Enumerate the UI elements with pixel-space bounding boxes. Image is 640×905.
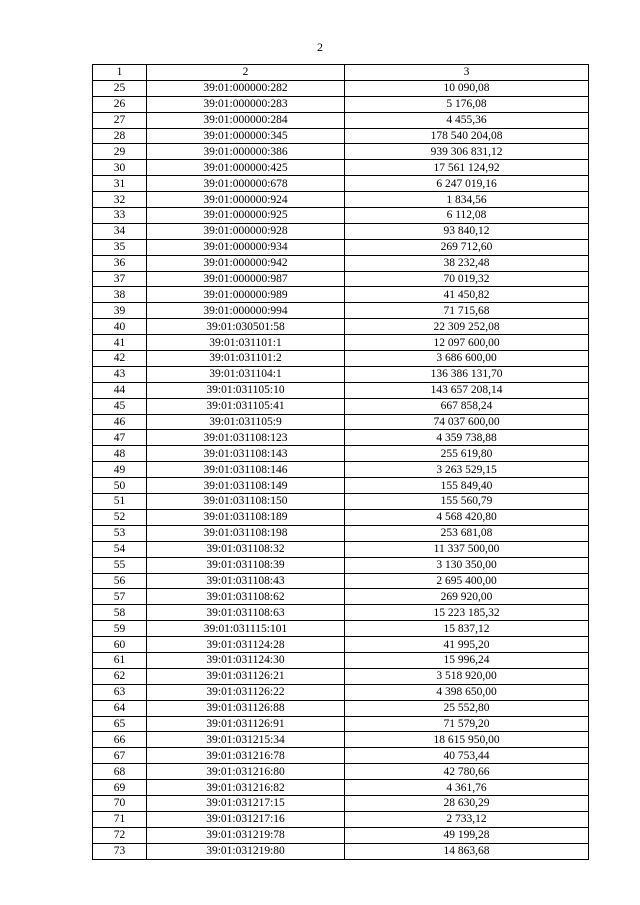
row-number-cell: 39 bbox=[93, 303, 147, 319]
value-cell: 28 630,29 bbox=[345, 795, 589, 811]
value-cell: 11 337 500,00 bbox=[345, 541, 589, 557]
cadastral-id-cell: 39:01:000000:924 bbox=[147, 192, 345, 208]
table-row bbox=[93, 176, 589, 192]
table-row bbox=[93, 509, 589, 525]
cadastral-id-cell: 39:01:000000:284 bbox=[147, 112, 345, 128]
cadastral-id-cell: 39:01:031108:123 bbox=[147, 430, 345, 446]
value-cell: 255 619,80 bbox=[345, 446, 589, 462]
row-number-cell: 33 bbox=[93, 208, 147, 224]
table-row bbox=[93, 637, 589, 653]
value-cell: 269 920,00 bbox=[345, 589, 589, 605]
row-number-cell: 56 bbox=[93, 573, 147, 589]
value-cell: 25 552,80 bbox=[345, 700, 589, 716]
row-number-cell: 57 bbox=[93, 589, 147, 605]
row-number-cell: 63 bbox=[93, 684, 147, 700]
table-row bbox=[93, 478, 589, 494]
value-cell: 15 837,12 bbox=[345, 621, 589, 637]
row-number-cell: 61 bbox=[93, 652, 147, 668]
table-row bbox=[93, 780, 589, 796]
cadastral-id-cell: 39:01:031115:101 bbox=[147, 621, 345, 637]
cadastral-id-cell: 39:01:031216:82 bbox=[147, 780, 345, 796]
row-number-cell: 49 bbox=[93, 462, 147, 478]
value-cell: 17 561 124,92 bbox=[345, 160, 589, 176]
table-row bbox=[93, 366, 589, 382]
value-cell: 3 518 920,00 bbox=[345, 668, 589, 684]
row-number-cell: 54 bbox=[93, 541, 147, 557]
row-number-cell: 43 bbox=[93, 366, 147, 382]
cadastral-id-cell: 39:01:031108:198 bbox=[147, 525, 345, 541]
cadastral-id-cell: 39:01:031108:189 bbox=[147, 509, 345, 525]
value-cell: 1 834,56 bbox=[345, 192, 589, 208]
cadastral-id-cell: 39:01:031219:80 bbox=[147, 843, 345, 859]
column-header-value: 3 bbox=[345, 65, 589, 81]
row-number-cell: 62 bbox=[93, 668, 147, 684]
value-cell: 155 849,40 bbox=[345, 478, 589, 494]
value-cell: 6 247 019,16 bbox=[345, 176, 589, 192]
table-row bbox=[93, 811, 589, 827]
value-cell: 42 780,66 bbox=[345, 764, 589, 780]
row-number-cell: 32 bbox=[93, 192, 147, 208]
value-cell: 93 840,12 bbox=[345, 223, 589, 239]
table-row bbox=[93, 160, 589, 176]
cadastral-id-cell: 39:01:031108:32 bbox=[147, 541, 345, 557]
value-cell: 3 263 529,15 bbox=[345, 462, 589, 478]
row-number-cell: 67 bbox=[93, 748, 147, 764]
value-cell: 5 176,08 bbox=[345, 96, 589, 112]
value-cell: 12 097 600,00 bbox=[345, 335, 589, 351]
value-cell: 2 733,12 bbox=[345, 811, 589, 827]
row-number-cell: 72 bbox=[93, 827, 147, 843]
value-cell: 143 657 208,14 bbox=[345, 382, 589, 398]
row-number-cell: 66 bbox=[93, 732, 147, 748]
cadastral-id-cell: 39:01:030501:58 bbox=[147, 319, 345, 335]
cadastral-id-cell: 39:01:031108:63 bbox=[147, 605, 345, 621]
cadastral-id-cell: 39:01:000000:425 bbox=[147, 160, 345, 176]
table-row bbox=[93, 382, 589, 398]
cadastral-id-cell: 39:01:031105:10 bbox=[147, 382, 345, 398]
cadastral-id-cell: 39:01:031217:15 bbox=[147, 795, 345, 811]
row-number-cell: 46 bbox=[93, 414, 147, 430]
cadastral-id-cell: 39:01:031124:28 bbox=[147, 637, 345, 653]
table-row bbox=[93, 668, 589, 684]
row-number-cell: 64 bbox=[93, 700, 147, 716]
cadastral-id-cell: 39:01:031104:1 bbox=[147, 366, 345, 382]
table-row bbox=[93, 96, 589, 112]
cadastral-id-cell: 39:01:000000:345 bbox=[147, 128, 345, 144]
table-row bbox=[93, 208, 589, 224]
row-number-cell: 70 bbox=[93, 795, 147, 811]
cadastral-table bbox=[92, 64, 589, 860]
cadastral-id-cell: 39:01:031126:22 bbox=[147, 684, 345, 700]
value-cell: 667 858,24 bbox=[345, 398, 589, 414]
row-number-cell: 48 bbox=[93, 446, 147, 462]
cadastral-id-cell: 39:01:031108:146 bbox=[147, 462, 345, 478]
cadastral-id-cell: 39:01:031126:88 bbox=[147, 700, 345, 716]
table-row bbox=[93, 557, 589, 573]
table-body bbox=[93, 80, 589, 859]
column-header-cadastral-id: 2 bbox=[147, 65, 345, 81]
cadastral-id-cell: 39:01:031105:9 bbox=[147, 414, 345, 430]
cadastral-id-cell: 39:01:031216:78 bbox=[147, 748, 345, 764]
value-cell: 2 695 400,00 bbox=[345, 573, 589, 589]
table-row bbox=[93, 795, 589, 811]
value-cell: 41 450,82 bbox=[345, 287, 589, 303]
table-row bbox=[93, 446, 589, 462]
table-header-row bbox=[93, 65, 589, 81]
value-cell: 18 615 950,00 bbox=[345, 732, 589, 748]
cadastral-id-cell: 39:01:000000:994 bbox=[147, 303, 345, 319]
table-row bbox=[93, 80, 589, 96]
column-header-number: 1 bbox=[93, 65, 147, 81]
row-number-cell: 26 bbox=[93, 96, 147, 112]
row-number-cell: 50 bbox=[93, 478, 147, 494]
row-number-cell: 71 bbox=[93, 811, 147, 827]
row-number-cell: 25 bbox=[93, 80, 147, 96]
value-cell: 15 996,24 bbox=[345, 652, 589, 668]
cadastral-id-cell: 39:01:000000:989 bbox=[147, 287, 345, 303]
row-number-cell: 29 bbox=[93, 144, 147, 160]
cadastral-id-cell: 39:01:031219:78 bbox=[147, 827, 345, 843]
value-cell: 40 753,44 bbox=[345, 748, 589, 764]
value-cell: 4 455,36 bbox=[345, 112, 589, 128]
cadastral-id-cell: 39:01:031216:80 bbox=[147, 764, 345, 780]
table-row bbox=[93, 414, 589, 430]
value-cell: 4 568 420,80 bbox=[345, 509, 589, 525]
row-number-cell: 30 bbox=[93, 160, 147, 176]
table-row bbox=[93, 144, 589, 160]
table-row bbox=[93, 589, 589, 605]
cadastral-id-cell: 39:01:031126:21 bbox=[147, 668, 345, 684]
table-row bbox=[93, 494, 589, 510]
row-number-cell: 68 bbox=[93, 764, 147, 780]
value-cell: 4 398 650,00 bbox=[345, 684, 589, 700]
row-number-cell: 52 bbox=[93, 509, 147, 525]
row-number-cell: 28 bbox=[93, 128, 147, 144]
value-cell: 178 540 204,08 bbox=[345, 128, 589, 144]
cadastral-id-cell: 39:01:000000:283 bbox=[147, 96, 345, 112]
table-row bbox=[93, 621, 589, 637]
value-cell: 38 232,48 bbox=[345, 255, 589, 271]
table-row bbox=[93, 398, 589, 414]
value-cell: 269 712,60 bbox=[345, 239, 589, 255]
cadastral-id-cell: 39:01:031126:91 bbox=[147, 716, 345, 732]
value-cell: 4 359 738,88 bbox=[345, 430, 589, 446]
cadastral-id-cell: 39:01:031108:43 bbox=[147, 573, 345, 589]
cadastral-id-cell: 39:01:000000:934 bbox=[147, 239, 345, 255]
table-row bbox=[93, 192, 589, 208]
cadastral-id-cell: 39:01:031215:34 bbox=[147, 732, 345, 748]
table-row bbox=[93, 827, 589, 843]
row-number-cell: 44 bbox=[93, 382, 147, 398]
row-number-cell: 73 bbox=[93, 843, 147, 859]
row-number-cell: 35 bbox=[93, 239, 147, 255]
row-number-cell: 31 bbox=[93, 176, 147, 192]
cadastral-id-cell: 39:01:000000:386 bbox=[147, 144, 345, 160]
page-number: 2 bbox=[317, 40, 323, 54]
table-row bbox=[93, 748, 589, 764]
value-cell: 14 863,68 bbox=[345, 843, 589, 859]
value-cell: 3 130 350,00 bbox=[345, 557, 589, 573]
value-cell: 71 579,20 bbox=[345, 716, 589, 732]
table-row bbox=[93, 430, 589, 446]
table-row bbox=[93, 128, 589, 144]
value-cell: 10 090,08 bbox=[345, 80, 589, 96]
row-number-cell: 37 bbox=[93, 271, 147, 287]
row-number-cell: 34 bbox=[93, 223, 147, 239]
value-cell: 939 306 831,12 bbox=[345, 144, 589, 160]
row-number-cell: 40 bbox=[93, 319, 147, 335]
table-row bbox=[93, 239, 589, 255]
table-row bbox=[93, 112, 589, 128]
cadastral-id-cell: 39:01:000000:678 bbox=[147, 176, 345, 192]
cadastral-id-cell: 39:01:031108:149 bbox=[147, 478, 345, 494]
table-row bbox=[93, 335, 589, 351]
cadastral-id-cell: 39:01:031101:1 bbox=[147, 335, 345, 351]
table-row bbox=[93, 255, 589, 271]
table-row bbox=[93, 319, 589, 335]
table-row bbox=[93, 700, 589, 716]
value-cell: 6 112,08 bbox=[345, 208, 589, 224]
table-row bbox=[93, 573, 589, 589]
cadastral-id-cell: 39:01:031108:62 bbox=[147, 589, 345, 605]
cadastral-id-cell: 39:01:031105:41 bbox=[147, 398, 345, 414]
cadastral-id-cell: 39:01:031108:150 bbox=[147, 494, 345, 510]
cadastral-id-cell: 39:01:031101:2 bbox=[147, 351, 345, 367]
table-row bbox=[93, 732, 589, 748]
cadastral-id-cell: 39:01:031217:16 bbox=[147, 811, 345, 827]
value-cell: 136 386 131,70 bbox=[345, 366, 589, 382]
cadastral-id-cell: 39:01:031124:30 bbox=[147, 652, 345, 668]
cadastral-id-cell: 39:01:000000:942 bbox=[147, 255, 345, 271]
cadastral-id-cell: 39:01:000000:987 bbox=[147, 271, 345, 287]
value-cell: 41 995,20 bbox=[345, 637, 589, 653]
value-cell: 71 715,68 bbox=[345, 303, 589, 319]
value-cell: 49 199,28 bbox=[345, 827, 589, 843]
row-number-cell: 38 bbox=[93, 287, 147, 303]
table-row bbox=[93, 462, 589, 478]
value-cell: 15 223 185,32 bbox=[345, 605, 589, 621]
row-number-cell: 27 bbox=[93, 112, 147, 128]
row-number-cell: 53 bbox=[93, 525, 147, 541]
value-cell: 155 560,79 bbox=[345, 494, 589, 510]
row-number-cell: 59 bbox=[93, 621, 147, 637]
table-row bbox=[93, 843, 589, 859]
value-cell: 4 361,76 bbox=[345, 780, 589, 796]
table-row bbox=[93, 223, 589, 239]
row-number-cell: 69 bbox=[93, 780, 147, 796]
cadastral-id-cell: 39:01:000000:282 bbox=[147, 80, 345, 96]
row-number-cell: 41 bbox=[93, 335, 147, 351]
row-number-cell: 45 bbox=[93, 398, 147, 414]
table-row bbox=[93, 303, 589, 319]
row-number-cell: 58 bbox=[93, 605, 147, 621]
cadastral-id-cell: 39:01:031108:143 bbox=[147, 446, 345, 462]
cadastral-id-cell: 39:01:000000:925 bbox=[147, 208, 345, 224]
value-cell: 22 309 252,08 bbox=[345, 319, 589, 335]
row-number-cell: 36 bbox=[93, 255, 147, 271]
row-number-cell: 60 bbox=[93, 637, 147, 653]
row-number-cell: 42 bbox=[93, 351, 147, 367]
row-number-cell: 65 bbox=[93, 716, 147, 732]
table-row bbox=[93, 684, 589, 700]
value-cell: 253 681,08 bbox=[345, 525, 589, 541]
table-row bbox=[93, 287, 589, 303]
table-row bbox=[93, 605, 589, 621]
table-row bbox=[93, 351, 589, 367]
table-row bbox=[93, 716, 589, 732]
table-row bbox=[93, 652, 589, 668]
value-cell: 3 686 600,00 bbox=[345, 351, 589, 367]
table-row bbox=[93, 764, 589, 780]
table-row bbox=[93, 525, 589, 541]
table-row bbox=[93, 541, 589, 557]
cadastral-id-cell: 39:01:000000:928 bbox=[147, 223, 345, 239]
cadastral-id-cell: 39:01:031108:39 bbox=[147, 557, 345, 573]
value-cell: 70 019,32 bbox=[345, 271, 589, 287]
value-cell: 74 037 600,00 bbox=[345, 414, 589, 430]
row-number-cell: 55 bbox=[93, 557, 147, 573]
row-number-cell: 51 bbox=[93, 494, 147, 510]
table-row bbox=[93, 271, 589, 287]
row-number-cell: 47 bbox=[93, 430, 147, 446]
